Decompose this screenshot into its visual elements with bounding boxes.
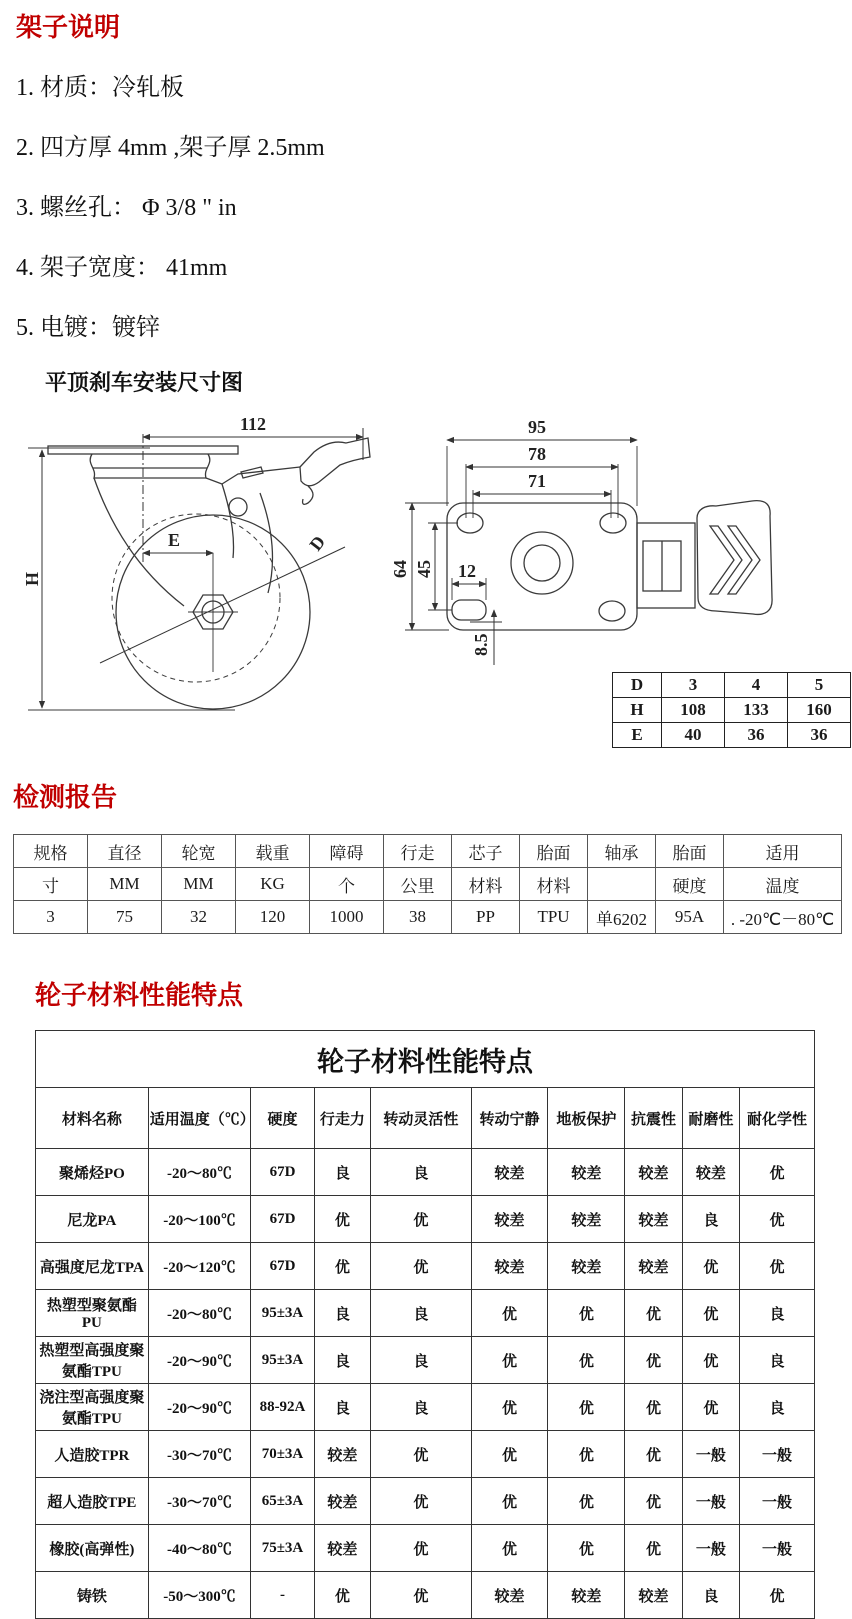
dhe-size-table [612,672,851,748]
side-view-fork-rear [260,493,273,593]
dim-95-label: 95 [528,417,546,437]
table-cell: 160 [788,698,851,723]
table-cell: -50～300℃ [148,1572,250,1619]
table-cell: 聚烯烃PO [36,1149,149,1196]
list-item: 3. 螺丝孔： Φ 3/8 " in [16,195,237,221]
table-cell: 较差 [471,1572,548,1619]
table-cell: 良 [371,1149,471,1196]
material-properties-section [35,978,825,1619]
dim-H-label: H [22,571,42,586]
table-row [36,1149,815,1196]
top-view-hole-tr [600,513,626,533]
table-cell: 较差 [548,1572,625,1619]
table-cell: 抗震性 [625,1088,682,1149]
dim-78-label: 78 [528,444,546,464]
table-cell: 133 [725,698,788,723]
table-cell: 优 [740,1572,815,1619]
table-cell: 较差 [548,1243,625,1290]
table-cell: 温度 [724,868,842,901]
table-cell: 一般 [682,1478,739,1525]
caster-side-view [28,438,370,710]
table-cell: 108 [662,698,725,723]
table-cell: D [613,673,662,698]
table-cell: 单6202 [588,901,656,934]
table-cell: 耐磨性 [682,1088,739,1149]
table-row [14,835,842,868]
table-cell: 良 [371,1337,471,1384]
test-report-section [13,780,843,934]
table-cell: 较差 [314,1431,370,1478]
dim-E-label: E [168,530,181,550]
table-cell: 优 [471,1478,548,1525]
list-item: 5. 电镀：镀锌 [16,315,160,341]
table-cell: 行走 [384,835,452,868]
table-cell: 一般 [740,1431,815,1478]
table-cell: 优 [371,1196,471,1243]
table-cell: 优 [371,1478,471,1525]
table-cell: 超人造胶TPE [36,1478,149,1525]
table-cell: 材料 [520,868,588,901]
table-row [36,1431,815,1478]
table-cell: 67D [251,1196,315,1243]
table-cell: 40 [662,723,725,748]
table-cell: 32 [162,901,236,934]
table-cell: 优 [548,1431,625,1478]
table-cell: 优 [371,1243,471,1290]
table-cell: 良 [682,1196,739,1243]
table-cell: -20～80℃ [148,1290,250,1337]
table-cell: 较差 [471,1243,548,1290]
table-row [613,723,851,748]
table-cell: 4 [725,673,788,698]
table-cell: 良 [371,1290,471,1337]
table-cell: 转动宁静 [471,1088,548,1149]
table-cell: . -20℃－80℃ [724,901,842,934]
table-header-row [36,1088,815,1149]
table-cell [588,868,656,901]
table-cell: 良 [740,1384,815,1431]
table-row [613,673,851,698]
table-cell: -20～120℃ [148,1243,250,1290]
side-view-fork-right [206,478,234,558]
table-title-row [36,1031,815,1088]
table-cell: 优 [740,1243,815,1290]
table-cell: 优 [740,1196,815,1243]
table-cell: 36 [788,723,851,748]
table-cell: MM [88,868,162,901]
table-cell: 一般 [682,1431,739,1478]
table-cell: 优 [314,1196,370,1243]
table-cell: 较差 [682,1149,739,1196]
material-table-title: 轮子材料性能特点 [36,1031,815,1088]
table-cell: 一般 [740,1525,815,1572]
table-cell: -20～90℃ [148,1337,250,1384]
table-cell: 胎面 [520,835,588,868]
table-cell: KG [236,868,310,901]
table-cell: 75±3A [251,1525,315,1572]
top-view-kingpin-outer [511,532,573,594]
table-cell: 优 [314,1243,370,1290]
table-cell: 良 [314,1149,370,1196]
table-cell: 较差 [471,1196,548,1243]
table-cell: 67D [251,1149,315,1196]
table-cell: 优 [314,1572,370,1619]
table-row [36,1196,815,1243]
top-view-kingpin-inner [524,545,560,581]
table-cell: 75 [88,901,162,934]
table-cell: 67D [251,1243,315,1290]
table-cell: 一般 [682,1525,739,1572]
side-view-diameter-line [100,547,345,663]
table-cell: 优 [625,1431,682,1478]
table-cell: E [613,723,662,748]
top-view-slot-bl [452,600,486,620]
table-cell: 直径 [88,835,162,868]
dim-112-label: 112 [240,414,267,434]
table-cell: 硬度 [656,868,724,901]
table-cell: 轮宽 [162,835,236,868]
table-cell: 良 [740,1337,815,1384]
table-cell: -30～70℃ [148,1478,250,1525]
table-cell: 1000 [310,901,384,934]
table-cell: 热塑型高强度聚氨酯TPU [36,1337,149,1384]
table-cell: 较差 [548,1149,625,1196]
table-cell: 优 [682,1290,739,1337]
table-cell: TPU [520,901,588,934]
table-cell: 良 [740,1290,815,1337]
list-item: 2. 四方厚 4mm ,架子厚 2.5mm [16,135,325,161]
table-row [14,901,842,934]
table-cell: 材料 [452,868,520,901]
side-view-dimensions [42,428,363,708]
dim-64-label: 64 [390,560,410,578]
table-row [36,1384,815,1431]
table-cell: 优 [625,1384,682,1431]
table-cell: -40～80℃ [148,1525,250,1572]
table-cell: 一般 [740,1478,815,1525]
table-cell: 3 [662,673,725,698]
side-view-brake-arm [222,467,300,484]
table-cell: 芯子 [452,835,520,868]
table-cell: 硬度 [251,1088,315,1149]
table-cell: 优 [471,1337,548,1384]
test-report-table [13,834,842,934]
table-cell: 95±3A [251,1337,315,1384]
table-row [36,1525,815,1572]
table-cell: 热塑型聚氨酯PU [36,1290,149,1337]
table-cell: -20～100℃ [148,1196,250,1243]
table-cell: 优 [682,1384,739,1431]
table-cell: 优 [471,1431,548,1478]
table-cell: 优 [625,1478,682,1525]
table-cell: MM [162,868,236,901]
table-cell: 较差 [314,1478,370,1525]
table-cell: -20～80℃ [148,1149,250,1196]
table-cell: 尼龙PA [36,1196,149,1243]
table-cell: 优 [682,1337,739,1384]
table-cell: 优 [471,1290,548,1337]
table-row [36,1572,815,1619]
dim-71-label: 71 [528,471,546,491]
table-row [36,1478,815,1525]
table-cell: 5 [788,673,851,698]
table-cell: 120 [236,901,310,934]
table-cell: 较差 [625,1196,682,1243]
material-properties-table [35,1030,815,1619]
table-cell: 优 [371,1572,471,1619]
table-cell: 良 [314,1290,370,1337]
table-cell: 优 [471,1525,548,1572]
table-cell: 优 [625,1290,682,1337]
frame-notes-list [16,72,836,344]
table-cell: 地板保护 [548,1088,625,1149]
table-cell: 优 [548,1290,625,1337]
table-cell: 橡胶(高弹性) [36,1525,149,1572]
table-cell: 较差 [471,1149,548,1196]
pedal-chevron-1 [710,526,742,594]
table-cell: 70±3A [251,1431,315,1478]
table-cell: 良 [314,1337,370,1384]
top-view-brake-housing [637,523,695,608]
list-item: 1. 材质：冷轧板 [16,75,184,101]
table-cell: 88-92A [251,1384,315,1431]
side-view-brake-pin [229,498,247,516]
table-cell: 胎面 [656,835,724,868]
pedal-chevron-2 [728,526,760,594]
table-cell: 耐化学性 [740,1088,815,1149]
table-cell: 铸铁 [36,1572,149,1619]
table-cell: 较差 [625,1243,682,1290]
table-cell: 优 [548,1384,625,1431]
table-cell: 较差 [625,1149,682,1196]
table-cell: 优 [625,1525,682,1572]
table-cell: 优 [371,1431,471,1478]
table-cell: H [613,698,662,723]
table-row [36,1290,815,1337]
table-cell: 优 [548,1337,625,1384]
top-view-brake-pedal [697,501,772,615]
table-cell: 95A [656,901,724,934]
table-cell: 行走力 [314,1088,370,1149]
table-cell: 高强度尼龙TPA [36,1243,149,1290]
table-cell: PP [452,901,520,934]
table-cell: 载重 [236,835,310,868]
table-row [36,1243,815,1290]
table-cell: 浇注型高强度聚氨酯TPU [36,1384,149,1431]
table-cell: 转动灵活性 [371,1088,471,1149]
table-cell: 较差 [314,1525,370,1572]
dim-D-label: D [305,531,330,555]
installation-drawing-section [0,360,852,770]
table-cell: 优 [682,1243,739,1290]
table-cell: 良 [371,1384,471,1431]
side-view-brake-lever [300,438,370,486]
table-cell: 个 [310,868,384,901]
table-cell: 良 [314,1384,370,1431]
table-cell: 公里 [384,868,452,901]
table-cell: 规格 [14,835,88,868]
table-cell: 优 [471,1384,548,1431]
table-cell: 寸 [14,868,88,901]
frame-notes-heading: 架子说明 [16,12,121,42]
table-cell: 36 [725,723,788,748]
table-row [36,1337,815,1384]
table-cell: - [251,1572,315,1619]
frame-notes-section [16,10,836,372]
list-item: 4. 架子宽度： 41mm [16,255,228,281]
dim-12-label: 12 [458,561,476,581]
table-cell: 材料名称 [36,1088,149,1149]
top-view-dimensions [405,440,637,665]
table-cell: 人造胶TPR [36,1431,149,1478]
table-cell: 较差 [548,1196,625,1243]
table-cell: 优 [371,1525,471,1572]
top-view-hole-br [599,601,625,621]
table-cell: 适用 [724,835,842,868]
table-cell: 95±3A [251,1290,315,1337]
drawing-title: 平顶刹车安装尺寸图 [45,370,244,395]
table-cell: 优 [625,1337,682,1384]
side-view-bearing [90,454,210,478]
dim-45-label: 45 [414,560,434,578]
dim-8-5-label: 8.5 [471,633,491,656]
table-cell: 障碍 [310,835,384,868]
table-cell: 65±3A [251,1478,315,1525]
plate-top-view [447,501,772,630]
test-report-heading: 检测报告 [13,782,118,812]
table-cell: -30～70℃ [148,1431,250,1478]
table-cell: 适用温度（℃） [148,1088,250,1149]
side-view-swivel-sweep-circle [112,514,280,682]
table-cell: 优 [548,1478,625,1525]
top-view-hole-tl [457,513,483,533]
table-row [14,868,842,901]
table-cell: 3 [14,901,88,934]
material-properties-heading: 轮子材料性能特点 [35,980,244,1010]
table-row [613,698,851,723]
table-cell: 轴承 [588,835,656,868]
table-cell: 优 [548,1525,625,1572]
table-cell: 38 [384,901,452,934]
table-cell: 良 [682,1572,739,1619]
table-cell: 较差 [625,1572,682,1619]
table-cell: 优 [740,1149,815,1196]
table-cell: -20～90℃ [148,1384,250,1431]
